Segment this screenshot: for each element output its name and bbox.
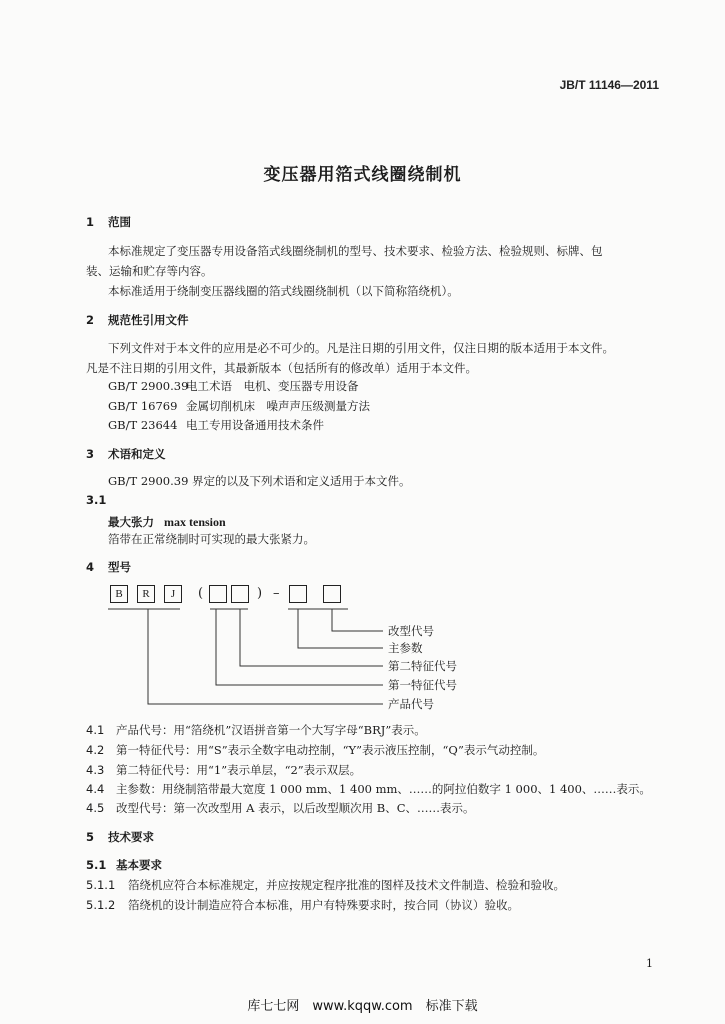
clause-text: 改型代号：第一次改型用 A 表示，以后改型顺次用 B、C、……表示。 <box>116 801 475 815</box>
clause <box>86 742 544 758</box>
clause-number: 4.2 <box>86 743 105 757</box>
section-1-heading <box>86 214 131 230</box>
empty-code-box <box>231 585 249 603</box>
subsection-5-1-heading <box>86 857 162 873</box>
reference-entry <box>108 378 359 394</box>
reference-code: GB/T 23644 <box>108 418 178 432</box>
clause <box>86 877 565 893</box>
reference-entry <box>108 398 370 414</box>
clause-number: 4.3 <box>86 763 105 777</box>
paragraph-line: 装、运输和贮存等内容。 <box>86 264 213 278</box>
section-number: 3 <box>86 447 95 461</box>
footer-watermark: 库七七网 www.kqqw.com 标准下载 <box>247 999 478 1014</box>
standard-number: JB/T 11146—2011 <box>559 78 659 92</box>
section-number: 5 <box>86 830 95 844</box>
clause-text: 箔绕机的设计制造应符合本标准，用户有特殊要求时，按合同（协议）验收。 <box>128 898 519 912</box>
open-parenthesis: ( <box>198 586 204 601</box>
empty-code-box <box>209 585 227 603</box>
paragraph: GB/T 2900.39 界定的以及下列术语和定义适用于本文件。 <box>108 474 411 488</box>
clause-number: 5.1.2 <box>86 898 116 912</box>
section-3-heading <box>86 446 166 462</box>
paragraph-line: 本标准规定了变压器专用设备箔式线圈绕制机的型号、技术要求、检验方法、检验规则、标牌、包 <box>108 244 603 258</box>
subsection-number: 5.1 <box>86 858 107 872</box>
reference-code: GB/T 16769 <box>108 399 178 413</box>
diagram-label: 主参数 <box>388 641 423 655</box>
leader-product-code <box>148 609 383 704</box>
section-title: 术语和定义 <box>108 447 166 461</box>
clause-number: 4.4 <box>86 782 105 796</box>
code-letter-box: B <box>110 585 128 603</box>
leader-second-feature <box>240 609 383 666</box>
leader-main-parameter <box>298 609 383 648</box>
leader-modification-code <box>332 609 383 631</box>
section-2-heading <box>86 312 189 328</box>
page-number: 1 <box>646 957 653 970</box>
term-number: 3.1 <box>86 493 107 507</box>
model-code-diagram <box>108 585 488 720</box>
diagram-label: 产品代号 <box>388 697 434 711</box>
section-4-heading <box>86 559 131 575</box>
paragraph-line: 凡是不注日期的引用文件，其最新版本（包括所有的修改单）适用于本文件。 <box>86 361 477 375</box>
section-5-heading <box>86 829 154 845</box>
clause-text: 主参数：用绕制箔带最大宽度 1 000 mm、1 400 mm、……的阿拉伯数字 1 000、1 400、……表示。 <box>116 782 651 796</box>
code-letter-box: R <box>137 585 155 603</box>
reference-code: GB/T 2900.39 <box>108 379 189 393</box>
term-english: max tension <box>164 515 226 529</box>
clause <box>86 722 426 738</box>
diagram-label: 第二特征代号 <box>388 659 457 673</box>
section-number: 1 <box>86 215 95 229</box>
clause-text: 箔绕机应符合本标准规定，并应按规定程序批准的图样及技术文件制造、检验和验收。 <box>128 878 565 892</box>
code-letter-box: J <box>164 585 182 603</box>
term-chinese: 最大张力 <box>108 515 154 529</box>
reference-title: 金属切削机床 噪声声压级测量方法 <box>186 399 370 413</box>
term-entry <box>108 511 226 530</box>
clause-number: 5.1.1 <box>86 878 116 892</box>
document-title: 变压器用箔式线圈绕制机 <box>263 165 462 185</box>
empty-code-box <box>323 585 341 603</box>
clause-text: 第一特征代号：用“S”表示全数字电动控制，“Y”表示液压控制，“Q”表示气动控制。 <box>116 743 545 757</box>
leader-first-feature <box>216 609 383 685</box>
section-title: 范围 <box>108 215 131 229</box>
clause-number: 4.1 <box>86 723 105 737</box>
section-number: 4 <box>86 560 95 574</box>
reference-entry <box>108 417 324 433</box>
clause <box>86 781 651 797</box>
term-definition: 箔带在正常绕制时可实现的最大张紧力。 <box>108 532 315 546</box>
close-parenthesis: ) <box>257 586 263 601</box>
section-title: 型号 <box>108 560 131 574</box>
subsection-title: 基本要求 <box>116 858 162 872</box>
clause <box>86 800 475 816</box>
clause-text: 产品代号：用“箔绕机”汉语拼音第一个大写字母“BRJ”表示。 <box>116 723 426 737</box>
diagram-label: 改型代号 <box>388 624 434 638</box>
section-number: 2 <box>86 313 95 327</box>
clause-text: 第二特征代号：用“1”表示单层，“2”表示双层。 <box>116 763 362 777</box>
diagram-label: 第一特征代号 <box>388 678 457 692</box>
paragraph: 本标准适用于绕制变压器线圈的箔式线圈绕制机（以下简称箔绕机）。 <box>108 284 459 298</box>
empty-code-box <box>289 585 307 603</box>
section-title: 技术要求 <box>108 830 154 844</box>
reference-title: 电工专用设备通用技术条件 <box>186 418 324 432</box>
clause <box>86 897 519 913</box>
clause <box>86 762 361 778</box>
paragraph-line: 下列文件对于本文件的应用是必不可少的。凡是注日期的引用文件，仅注日期的版本适用于本文件。 <box>108 341 614 355</box>
section-title: 规范性引用文件 <box>108 313 189 327</box>
clause-number: 4.5 <box>86 801 105 815</box>
reference-title: 电工术语 电机、变压器专用设备 <box>186 379 359 393</box>
dash-separator: – <box>273 586 280 601</box>
